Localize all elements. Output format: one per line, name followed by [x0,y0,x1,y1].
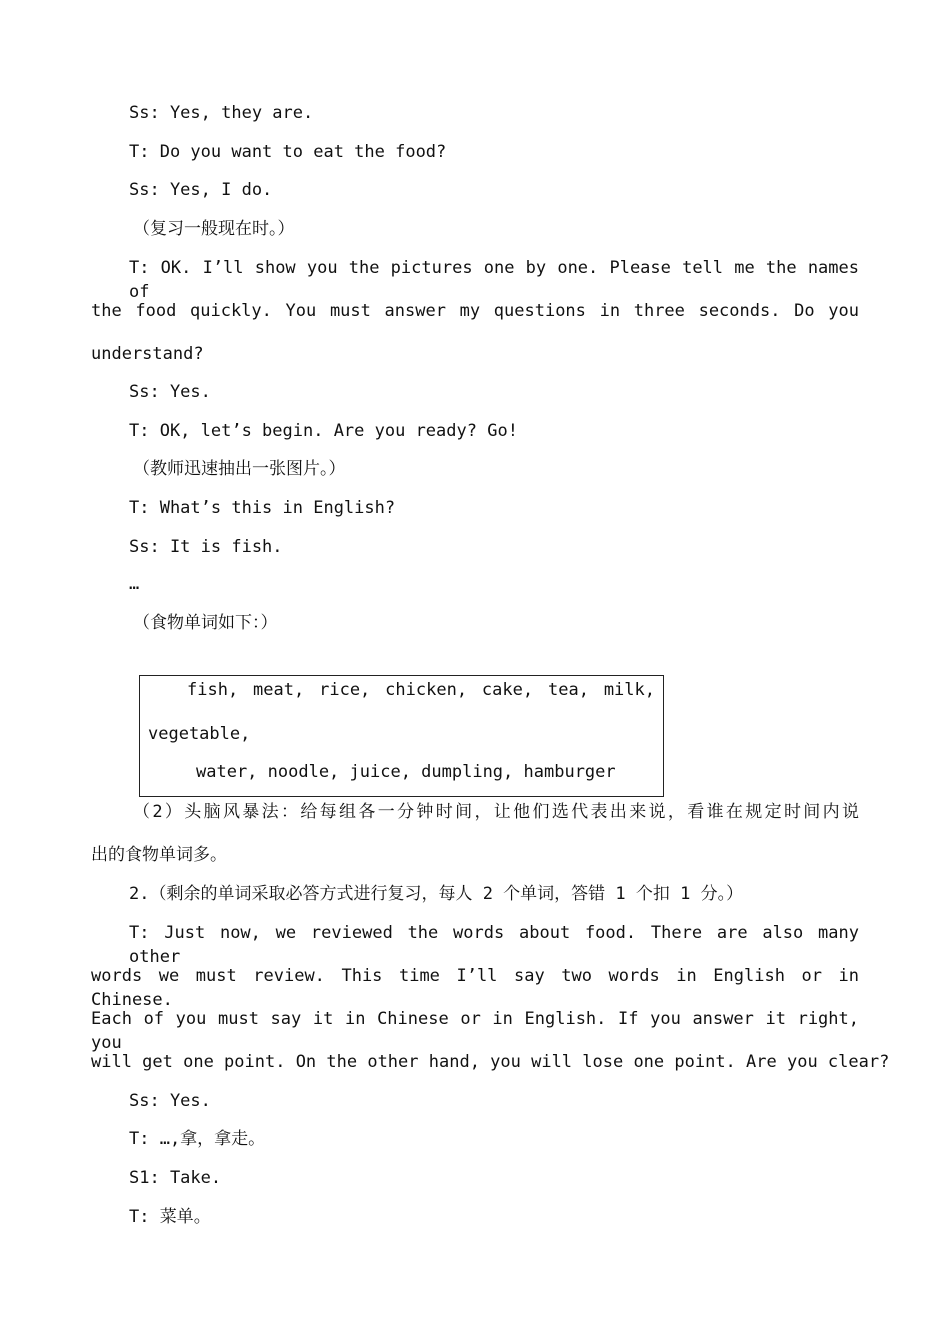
dialogue-line: T: …,拿，拿走。 [129,1129,266,1149]
dialogue-line: Ss: Yes. [129,1091,211,1111]
teaching-note: （复习一般现在时。） [133,219,295,239]
section-heading: 2.（剩余的单词采取必答方式进行复习，每人 2 个单词，答错 1 个扣 1 分。） [129,884,744,904]
paragraph-line: understand? [91,344,204,364]
paragraph-line: words we must review. This time I’ll say two words in English or in Chinese. [91,966,859,1010]
dialogue-line: T: Do you want to eat the food? [129,142,447,162]
dialogue-line: T: OK, let’s begin. Are you ready? Go! [129,421,518,441]
teaching-note: （教师迅速抽出一张图片。） [133,459,346,479]
paragraph-line: T: OK. I’ll show you the pictures one by one. Please tell me the names of [129,258,859,302]
food-words-line: fish, meat, rice, chicken, cake, tea, milk, [187,680,655,700]
ellipsis-line: … [129,574,140,594]
dialogue-line: S1: Take. [129,1168,222,1188]
food-words-line: vegetable, [148,724,251,744]
food-words-line: water, noodle, juice, dumpling, hamburger [196,762,616,782]
brainstorm-line: （2）头脑风暴法：给每组各一分钟时间，让他们选代表出来说，看谁在规定时间内说 [133,802,859,822]
food-words-box [139,675,664,797]
dialogue-line: T: What’s this in English? [129,498,396,518]
dialogue-line: Ss: Yes. [129,382,211,402]
dialogue-line: Ss: It is fish. [129,537,283,557]
dialogue-line: Ss: Yes, I do. [129,180,273,200]
paragraph-line: will get one point. On the other hand, you will lose one point. Are you clear? [91,1052,890,1072]
dialogue-line: Ss: Yes, they are. [129,103,314,123]
brainstorm-line: 出的食物单词多。 [91,845,227,865]
paragraph-line: Each of you must say it in Chinese or in English. If you answer it right, you [91,1009,859,1053]
paragraph-line: the food quickly. You must answer my questions in three seconds. Do you [91,301,859,321]
dialogue-line: T: 菜单。 [129,1207,211,1227]
paragraph-line: T: Just now, we reviewed the words about food. There are also many other [129,923,859,967]
teaching-note: （食物单词如下：） [133,613,278,633]
